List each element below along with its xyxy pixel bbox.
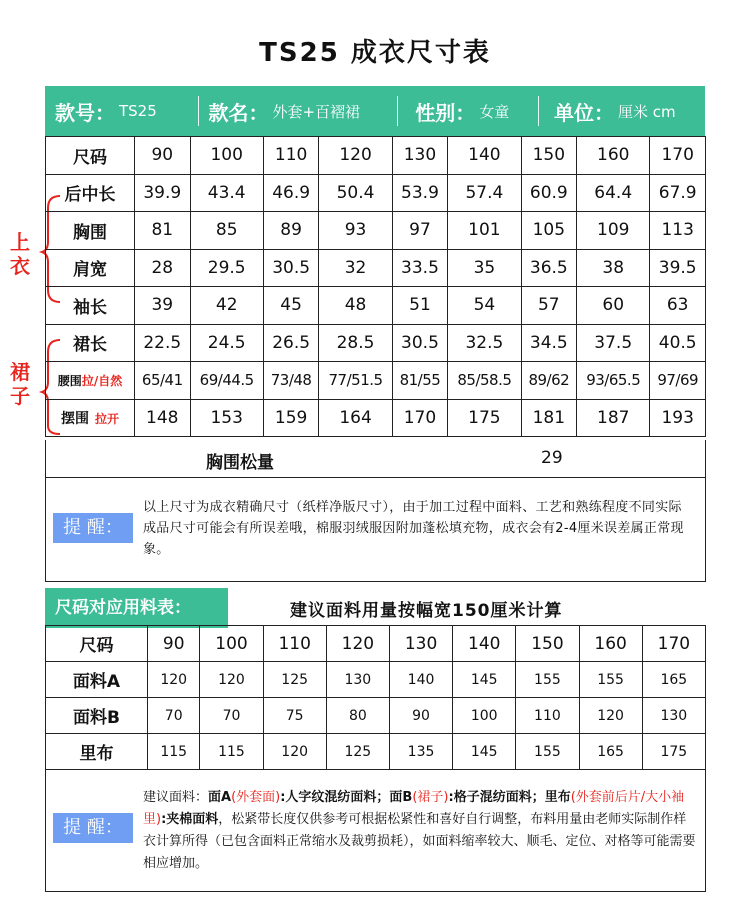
table-cell: 97 — [392, 212, 448, 250]
size-cell: 120 — [319, 137, 392, 175]
size-cell: 130 — [392, 137, 448, 175]
table-cell: 48 — [319, 287, 392, 325]
size-cell: 160 — [579, 626, 642, 662]
skirt-side-label: 裙子 — [10, 360, 30, 408]
size-header: 尺码 — [46, 137, 135, 175]
table-cell: 77/51.5 — [319, 362, 392, 400]
table-row — [46, 324, 706, 362]
fabric-section-label: 尺码对应用料表： — [45, 588, 228, 628]
row-label: 里布 — [46, 734, 148, 770]
table-row — [46, 249, 706, 287]
table-cell: 165 — [642, 662, 705, 698]
row-label: 胸围 — [46, 212, 135, 250]
table-cell: 39.5 — [650, 249, 706, 287]
table-cell: 120 — [579, 698, 642, 734]
table-cell: 38 — [577, 249, 650, 287]
table-cell: 69/44.5 — [190, 362, 263, 400]
table-cell: 125 — [326, 734, 389, 770]
table-cell: 40.5 — [650, 324, 706, 362]
table-cell: 113 — [650, 212, 706, 250]
table-cell: 22.5 — [135, 324, 191, 362]
table-cell: 57.4 — [448, 174, 521, 212]
table-cell: 175 — [642, 734, 705, 770]
table-cell: 30.5 — [263, 249, 319, 287]
size-cell: 110 — [263, 137, 319, 175]
table-cell: 29.5 — [190, 249, 263, 287]
size-cell: 110 — [263, 626, 326, 662]
table-cell: 125 — [263, 662, 326, 698]
unit: 单位： 厘米 cm — [538, 86, 705, 136]
reminder-box-2 — [45, 769, 706, 892]
row-label: 袖长 — [46, 287, 135, 325]
size-cell: 160 — [577, 137, 650, 175]
table-row — [46, 698, 706, 734]
table-cell: 81/55 — [392, 362, 448, 400]
size-cell: 170 — [642, 626, 705, 662]
table-cell: 30.5 — [392, 324, 448, 362]
size-cell: 90 — [148, 626, 200, 662]
table-cell: 64.4 — [577, 174, 650, 212]
row-label: 后中长 — [46, 174, 135, 212]
table-cell: 175 — [448, 399, 521, 437]
table-cell: 187 — [577, 399, 650, 437]
spec-header-bar — [45, 86, 705, 136]
table-cell: 145 — [453, 662, 516, 698]
table-cell: 80 — [326, 698, 389, 734]
table-cell: 32.5 — [448, 324, 521, 362]
table-cell: 100 — [453, 698, 516, 734]
table-cell: 60 — [577, 287, 650, 325]
size-cell: 140 — [448, 137, 521, 175]
fabric-section-title: 建议面料用量按幅宽150厘米计算 — [290, 601, 563, 621]
table-cell: 45 — [263, 287, 319, 325]
size-cell: 120 — [326, 626, 389, 662]
table-cell: 46.9 — [263, 174, 319, 212]
table-cell: 153 — [190, 399, 263, 437]
table-cell: 164 — [319, 399, 392, 437]
style-name: 款名： 外套+百褶裙 — [198, 86, 397, 136]
size-cell: 170 — [650, 137, 706, 175]
table-cell: 37.5 — [577, 324, 650, 362]
table-cell: 89/62 — [521, 362, 577, 400]
table-row — [46, 662, 706, 698]
table-cell: 155 — [516, 662, 579, 698]
table-row — [46, 287, 706, 325]
table-cell: 32 — [319, 249, 392, 287]
size-cell: 130 — [389, 626, 452, 662]
table-cell: 43.4 — [190, 174, 263, 212]
table-cell: 75 — [263, 698, 326, 734]
reminder-box-1 — [45, 477, 706, 582]
size-cell: 140 — [453, 626, 516, 662]
table-row — [46, 399, 706, 437]
table-cell: 155 — [516, 734, 579, 770]
table-cell: 130 — [326, 662, 389, 698]
table-cell: 109 — [577, 212, 650, 250]
table-cell: 93/65.5 — [577, 362, 650, 400]
table-cell: 90 — [389, 698, 452, 734]
table-cell: 54 — [448, 287, 521, 325]
fabric-section-header — [45, 588, 706, 628]
size-cell: 90 — [135, 137, 191, 175]
table-cell: 81 — [135, 212, 191, 250]
table-row — [46, 626, 706, 662]
gender: 性别： 女童 — [397, 86, 538, 136]
table-cell: 193 — [650, 399, 706, 437]
table-cell: 24.5 — [190, 324, 263, 362]
table-row — [46, 212, 706, 250]
table-cell: 155 — [579, 662, 642, 698]
table-cell: 89 — [263, 212, 319, 250]
row-label: 面料A — [46, 662, 148, 698]
table-cell: 67.9 — [650, 174, 706, 212]
table-row — [46, 734, 706, 770]
table-cell: 159 — [263, 399, 319, 437]
table-cell: 28 — [135, 249, 191, 287]
size-table — [45, 136, 706, 437]
chest-ease-value: 29 — [541, 448, 563, 468]
size-cell: 150 — [516, 626, 579, 662]
row-label-hem: 摆围 拉开 — [46, 399, 135, 437]
reminder-tag: 提 醒： — [53, 513, 133, 543]
chest-ease-label: 胸围松量 — [206, 453, 274, 473]
table-cell: 120 — [148, 662, 200, 698]
table-cell: 130 — [642, 698, 705, 734]
top-side-label: 上衣 — [10, 230, 30, 278]
reminder-text: 建议面料：面A(外套面):人字纹混纺面料；面B(裙子):格子混纺面料；里布(外套前后片/大小袖里):夹棉面料，松紧带长度仅供参考可根据松紧性和喜好自行调整，布料用量由老师实际制作样衣计算所得（已包含面料正常缩水及裁剪损耗），如面料缩率较大、顺毛、定位、对格等可能需要相应增加。 — [143, 790, 696, 871]
table-cell: 93 — [319, 212, 392, 250]
table-cell: 105 — [521, 212, 577, 250]
size-cell: 150 — [521, 137, 577, 175]
table-cell: 42 — [190, 287, 263, 325]
table-cell: 35 — [448, 249, 521, 287]
table-cell: 120 — [200, 662, 263, 698]
table-cell: 39.9 — [135, 174, 191, 212]
table-cell: 110 — [516, 698, 579, 734]
table-row — [46, 362, 706, 400]
reminder-tag: 提 醒： — [53, 813, 133, 843]
table-cell: 60.9 — [521, 174, 577, 212]
size-cell: 100 — [190, 137, 263, 175]
table-cell: 39 — [135, 287, 191, 325]
table-cell: 26.5 — [263, 324, 319, 362]
table-cell: 63 — [650, 287, 706, 325]
table-cell: 70 — [200, 698, 263, 734]
page-title: TS25 成衣尺寸表 — [259, 38, 491, 68]
table-cell: 165 — [579, 734, 642, 770]
table-cell: 28.5 — [319, 324, 392, 362]
table-cell: 34.5 — [521, 324, 577, 362]
table-cell: 115 — [148, 734, 200, 770]
table-cell: 36.5 — [521, 249, 577, 287]
table-cell: 148 — [135, 399, 191, 437]
table-cell: 33.5 — [392, 249, 448, 287]
table-cell: 115 — [200, 734, 263, 770]
reminder-text: 以上尺寸为成衣精确尺寸（纸样净版尺寸），由于加工过程中面料、工艺和熟练程度不同实际成品尺寸可能会有所误差哦，棉服羽绒服因附加蓬松填充物，成衣会有2-4厘米误差属正常现象。 — [143, 500, 684, 557]
table-cell: 53.9 — [392, 174, 448, 212]
table-cell: 73/48 — [263, 362, 319, 400]
table-cell: 51 — [392, 287, 448, 325]
style-no: 款号： TS25 — [55, 100, 157, 125]
table-cell: 57 — [521, 287, 577, 325]
table-cell: 140 — [389, 662, 452, 698]
chest-ease-row — [45, 440, 706, 478]
row-label: 裙长 — [46, 324, 135, 362]
size-cell: 100 — [200, 626, 263, 662]
table-cell: 50.4 — [319, 174, 392, 212]
table-cell: 85/58.5 — [448, 362, 521, 400]
table-cell: 145 — [453, 734, 516, 770]
table-cell: 65/41 — [135, 362, 191, 400]
table-row — [46, 174, 706, 212]
table-cell: 135 — [389, 734, 452, 770]
table-cell: 70 — [148, 698, 200, 734]
table-cell: 181 — [521, 399, 577, 437]
table-cell: 97/69 — [650, 362, 706, 400]
row-label: 肩宽 — [46, 249, 135, 287]
row-label-waist: 腰围拉/自然 — [46, 362, 135, 400]
fabric-table — [45, 625, 706, 770]
row-label: 面料B — [46, 698, 148, 734]
table-cell: 120 — [263, 734, 326, 770]
size-header: 尺码 — [46, 626, 148, 662]
table-cell: 170 — [392, 399, 448, 437]
table-cell: 101 — [448, 212, 521, 250]
table-row — [46, 137, 706, 175]
table-cell: 85 — [190, 212, 263, 250]
